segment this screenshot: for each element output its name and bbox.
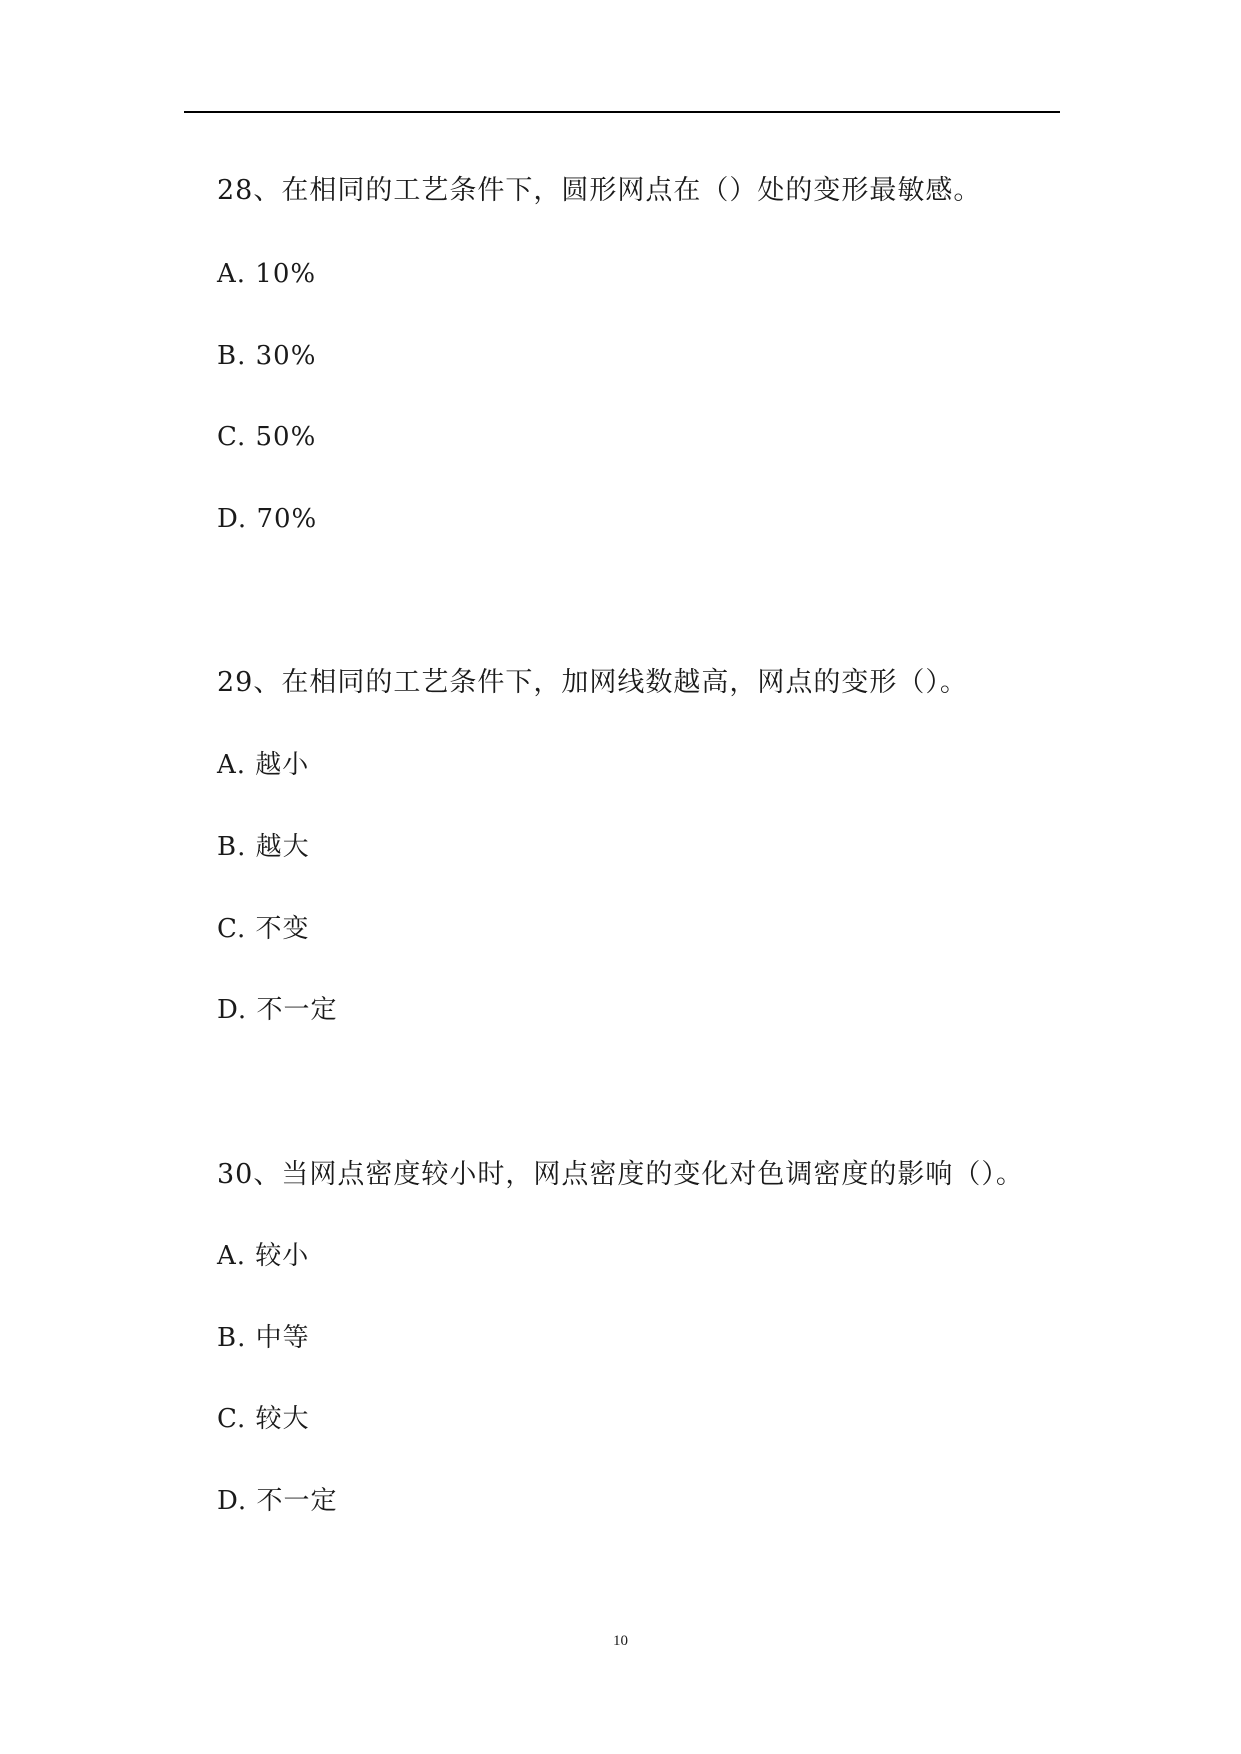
question-30-option-c: C. 较大	[217, 1404, 310, 1434]
question-28-option-c: C. 50%	[217, 422, 317, 452]
question-30-option-d: D. 不一定	[217, 1486, 338, 1516]
question-29-option-d: D. 不一定	[217, 995, 338, 1025]
question-28-option-d: D. 70%	[217, 504, 318, 534]
question-28-option-a: A. 10%	[217, 259, 317, 289]
question-29-option-a: A. 越小	[217, 750, 310, 780]
question-30-option-a: A. 较小	[217, 1241, 310, 1271]
question-29-option-b: B. 越大	[217, 832, 310, 862]
question-30-option-b: B. 中等	[217, 1323, 310, 1353]
question-29-option-c: C. 不变	[217, 914, 310, 944]
question-28-stem: 28、在相同的工艺条件下，圆形网点在（）处的变形最敏感。	[217, 175, 982, 206]
header-rule	[184, 111, 1060, 113]
question-28-option-b: B. 30%	[217, 341, 317, 371]
question-29-stem: 29、在相同的工艺条件下，加网线数越高，网点的变形（）。	[217, 667, 968, 698]
page-number: 10	[613, 1633, 628, 1649]
question-30-stem: 30、当网点密度较小时，网点密度的变化对色调密度的影响（）。	[217, 1159, 1024, 1190]
